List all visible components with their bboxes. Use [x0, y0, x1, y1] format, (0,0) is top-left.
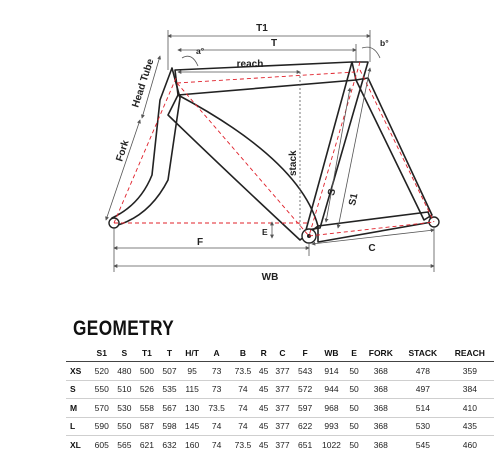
table-cell: 622 [294, 417, 317, 436]
column-header: S1 [90, 348, 113, 362]
table-row [66, 436, 494, 454]
label-b-angle: b° [380, 38, 389, 48]
table-cell: 50 [349, 439, 359, 450]
table-cell: 50 [347, 362, 362, 381]
table-cell: 377 [271, 399, 294, 418]
table-row [66, 362, 494, 381]
table-cell: 590 [90, 417, 113, 436]
table-cell: 50 [347, 399, 362, 418]
geometry-table-header [66, 348, 494, 362]
table-cell: 545 [415, 439, 430, 450]
table-cell: 550 [113, 417, 136, 436]
table-row [66, 399, 494, 418]
column-header: REACH [446, 348, 494, 362]
table-cell: 530 [400, 417, 446, 436]
table-cell: 377 [271, 380, 294, 399]
table-cell: 572 [294, 380, 317, 399]
column-header: STACK [400, 348, 446, 362]
table-cell: 550 [90, 380, 113, 399]
table-cell: 535 [158, 380, 181, 399]
geometry-title: GEOMETRY [73, 317, 175, 340]
label-f: F [196, 237, 204, 248]
table-cell: 567 [158, 399, 181, 418]
table-cell: 95 [181, 362, 204, 381]
table-cell: 621 [139, 439, 155, 450]
table-cell: 73.5 [234, 439, 252, 450]
table-cell: 460 [462, 439, 477, 450]
table-cell: 74 [230, 417, 256, 436]
table-cell: 968 [316, 399, 346, 418]
table-cell: 377 [271, 362, 294, 381]
column-header: WB [316, 348, 346, 362]
table-cell: 587 [136, 417, 159, 436]
table-cell: 45 [256, 362, 271, 381]
table-row [66, 380, 494, 399]
table-cell: 510 [113, 380, 136, 399]
label-wb: WB [261, 272, 279, 283]
table-cell: 1022 [322, 439, 341, 450]
table-cell: 368 [362, 399, 400, 418]
size-cell: XL [70, 439, 81, 450]
table-cell: 384 [446, 380, 494, 399]
table-cell: 377 [271, 417, 294, 436]
column-header: A [203, 348, 229, 362]
table-cell: 543 [294, 362, 317, 381]
table-cell: 45 [256, 399, 271, 418]
table-cell: 160 [185, 439, 200, 450]
table-cell: 514 [400, 399, 446, 418]
table-cell: 368 [373, 439, 388, 450]
table-cell: 73.5 [230, 362, 256, 381]
label-fork: Fork [114, 138, 132, 163]
table-cell: 50 [347, 417, 362, 436]
table-cell: 526 [136, 380, 159, 399]
table-cell: 565 [117, 439, 132, 450]
column-header: F [294, 348, 317, 362]
size-cell: S [66, 380, 90, 399]
table-cell: 73 [203, 380, 229, 399]
table-cell: 570 [90, 399, 113, 418]
table-cell: 500 [136, 362, 159, 381]
column-header: T [158, 348, 181, 362]
column-header: S [113, 348, 136, 362]
label-t1: T1 [256, 23, 268, 34]
column-header: T1 [136, 348, 159, 362]
column-header: H/T [181, 348, 204, 362]
column-header [66, 348, 90, 362]
top-tube [175, 62, 356, 95]
label-s1: S1 [347, 192, 361, 207]
geometry-table [66, 348, 494, 454]
label-t: T [270, 38, 278, 49]
table-cell: 435 [446, 417, 494, 436]
table-cell: 74 [230, 399, 256, 418]
table-cell: 368 [362, 417, 400, 436]
label-s: S [326, 187, 339, 197]
table-cell: 45 [258, 439, 269, 450]
table-cell: 605 [94, 439, 109, 450]
table-cell: 480 [113, 362, 136, 381]
table-cell: 115 [181, 380, 204, 399]
label-e: E [262, 227, 268, 237]
table-cell: 993 [316, 417, 346, 436]
centerlines [114, 62, 434, 236]
table-cell: 507 [158, 362, 181, 381]
table-cell: 145 [181, 417, 204, 436]
table-cell: 944 [316, 380, 346, 399]
column-header: C [271, 348, 294, 362]
frame-outline [112, 62, 432, 242]
table-cell: 632 [162, 439, 177, 450]
table-cell: 45 [256, 380, 271, 399]
table-cell: 598 [158, 417, 181, 436]
table-cell: 497 [400, 380, 446, 399]
column-header: B [230, 348, 256, 362]
table-cell: 368 [362, 380, 400, 399]
size-cell: XS [66, 362, 90, 381]
label-stack: stack [288, 150, 299, 176]
table-cell: 45 [256, 417, 271, 436]
table-cell: 530 [113, 399, 136, 418]
table-cell: 74 [230, 380, 256, 399]
table-cell: 130 [181, 399, 204, 418]
table-cell: 520 [90, 362, 113, 381]
table-cell: 478 [400, 362, 446, 381]
column-header: E [347, 348, 362, 362]
table-cell: 74 [203, 417, 229, 436]
size-cell: L [66, 417, 90, 436]
chain-stay [318, 212, 432, 242]
label-reach: reach [236, 59, 264, 70]
table-cell: 377 [275, 439, 290, 450]
label-head-tube: Head Tube [130, 57, 157, 109]
size-cell: M [66, 399, 90, 418]
label-c: C [368, 243, 376, 254]
table-cell: 359 [446, 362, 494, 381]
table-cell: 651 [298, 439, 313, 450]
table-cell: 368 [362, 362, 400, 381]
table-cell: 50 [347, 380, 362, 399]
table-cell: 597 [294, 399, 317, 418]
seat-stay [356, 78, 432, 220]
label-a-angle: a° [196, 46, 205, 56]
table-cell: 73.5 [203, 399, 229, 418]
column-header: R [256, 348, 271, 362]
table-cell: 558 [136, 399, 159, 418]
table-cell: 914 [316, 362, 346, 381]
table-cell: 410 [446, 399, 494, 418]
table-cell: 73 [203, 362, 229, 381]
table-row [66, 417, 494, 436]
column-header: FORK [362, 348, 400, 362]
table-cell: 74 [211, 439, 222, 450]
